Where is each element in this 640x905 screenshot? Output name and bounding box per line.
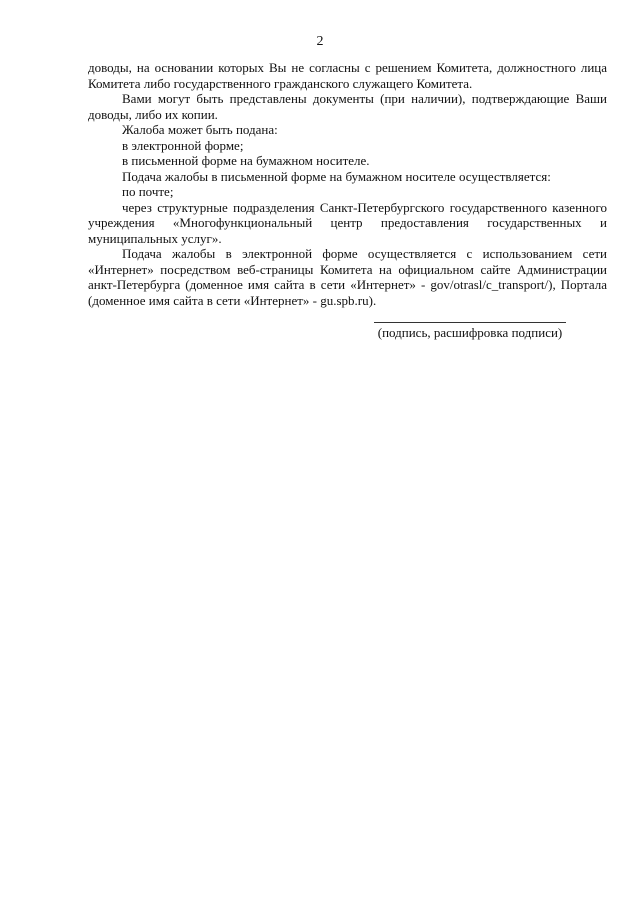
paragraph-complaint-can-be-filed: Жалоба может быть подана: bbox=[122, 122, 278, 137]
list-item-mfc: через структурные подразделения Санкт-Петербургского государственного казенного учреждения «Многофункциональный центр предоставления государственных и муниципальных услуг». bbox=[88, 199, 607, 246]
paragraph-grounds-continuation: доводы, на основании которых Вы не согласны с решением Комитета, должностного лица Комитета либо государственного гражданского служащего Комитета. bbox=[88, 60, 607, 91]
paragraph-paper-submission: Подача жалобы в письменной форме на бумажном носителе осуществляется: bbox=[122, 168, 551, 184]
document-body bbox=[88, 60, 607, 308]
paragraph-documents: Вами могут быть представлены документы (при наличии), подтверждающие Ваши доводы, либо их копии. bbox=[88, 91, 607, 122]
list-item-paper-form: в письменной форме на бумажном носителе. bbox=[122, 153, 370, 168]
signature-block bbox=[372, 322, 568, 340]
paragraph-electronic-submission: Подача жалобы в электронной форме осуществляется с использованием сети «Интернет» посредством веб-страницы Комитета на официальном сайте Администрации анкт-Петербурга (доменное имя сайта в сети «Интернет» - gov/otrasl/c_transport/), Портала (доменное имя сайта в сети «Интернет» - gu.spb.ru). bbox=[88, 246, 607, 308]
signature-caption: (подпись, расшифровка подписи) bbox=[377, 325, 563, 340]
list-item-electronic-form: в электронной форме; bbox=[122, 137, 244, 153]
list-item-by-mail: по почте; bbox=[122, 184, 174, 199]
page-number: 2 bbox=[316, 34, 324, 49]
signature-line bbox=[374, 322, 566, 323]
